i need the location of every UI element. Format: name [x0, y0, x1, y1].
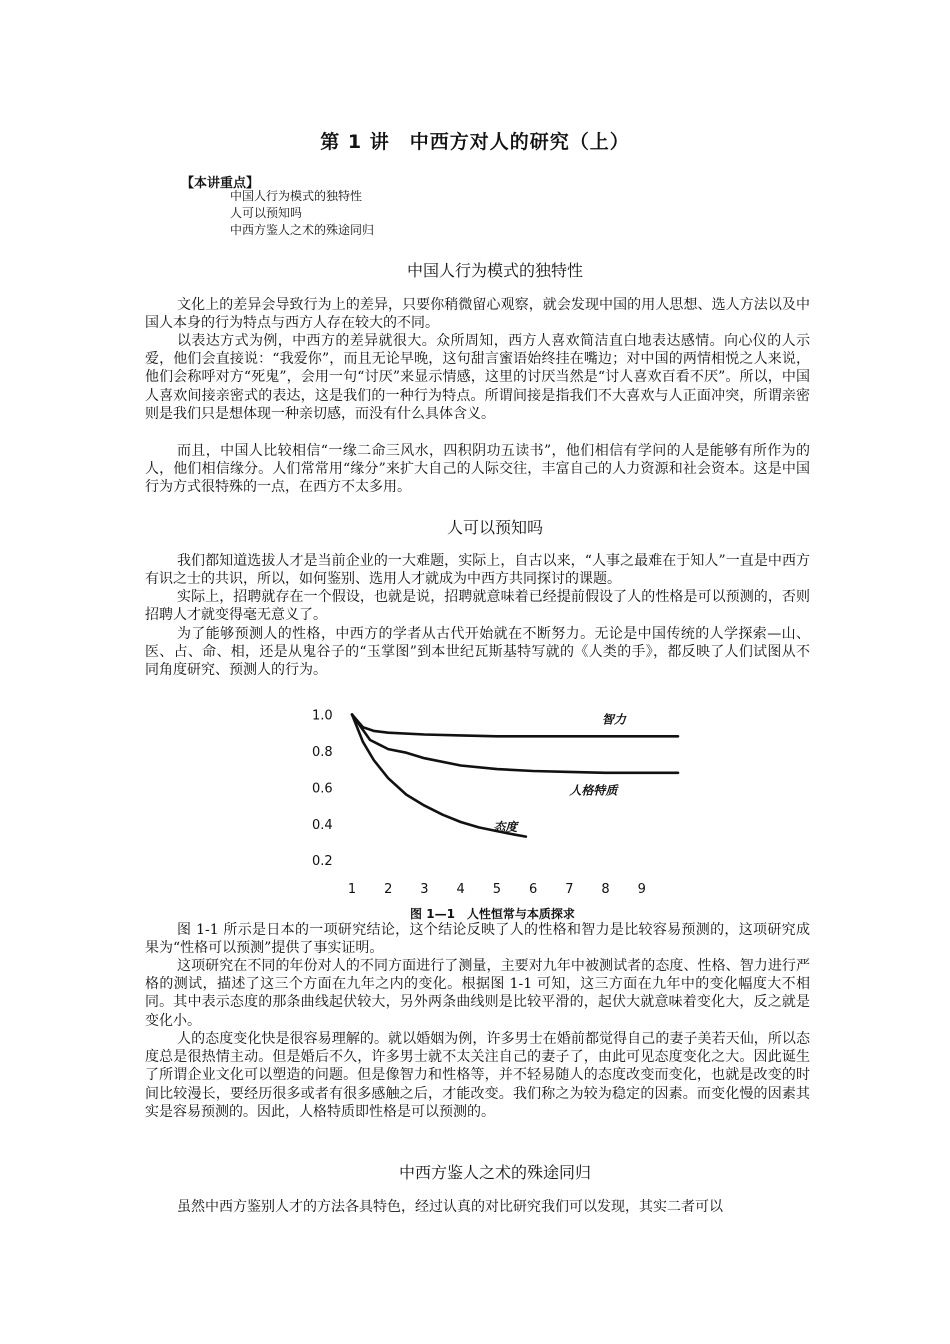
paragraph: 虽然中西方鉴别人才的方法各具特色，经过认真的对比研究我们可以发现，其实二者可以: [177, 1199, 723, 1215]
key-point-item: 中西方鉴人之术的殊途同归: [230, 223, 375, 237]
x-tick-label: 5: [492, 882, 502, 897]
x-tick-label: 8: [601, 882, 610, 897]
x-tick-label: 6: [528, 882, 538, 897]
x-tick-label: 2: [384, 882, 393, 897]
y-tick-label: 0.6: [312, 781, 333, 797]
x-tick-label: 7: [565, 882, 574, 897]
series-line-智力: [352, 712, 678, 737]
key-point-item: 人可以预知吗: [230, 206, 303, 220]
paragraph: 为了能够预测人的性格，中西方的学者从古代开始就在不断努力。无论是中国传统的人学探索—山、医、占、命、相，还是从鬼谷子的“玉掌图”到本世纪瓦斯基特写就的《人类的手》，都反映了人们试图从不同角度研究、预测人的行为。: [145, 626, 810, 679]
key-points-list: [230, 188, 374, 239]
key-point-item: 中国人行为模式的独特性: [230, 189, 363, 203]
figure-chart: [300, 695, 700, 903]
section-heading: 中西方鉴人之术的殊途同归: [398, 1163, 591, 1182]
section-heading: 中国人行为模式的独特性: [406, 261, 583, 280]
x-tick-label: 3: [420, 882, 429, 897]
series-annotation: 人格特质: [569, 783, 618, 798]
paragraph: 而且，中国人比较相信“一缘二命三风水，四积阴功五读书”，他们相信有学问的人是能够有所作为的人，他们相信缘分。人们常常用“缘分”来扩大自己的人际交往，丰富自己的人力资源和社会资本。这是中国行为方式很特殊的一点，在西方不太多用。: [145, 443, 810, 496]
y-tick-label: 0.4: [312, 817, 333, 833]
paragraph: 人的态度变化快是很容易理解的。就以婚姻为例，许多男士在婚前都觉得自己的妻子美若天仙，所以态度总是很热情主动。但是婚后不久，许多男士就不太关注自己的妻子了，由此可见态度变化之大。因此诞生了所谓企业文化可以塑造的问题。但是像智力和性格等，并不轻易随人的态度改变而变化，也就是改变的时间比较漫长，要经历很多或者有很多感触之后，才能改变。我们称之为较为稳定的因素。而变化慢的因素其实是容易预测的。因此，人格特质即性格是可以预测的。: [145, 1031, 810, 1120]
series-line-态度: [352, 715, 526, 837]
paragraph: 以表达方式为例，中西方的差异就很大。众所周知，西方人喜欢简洁直白地表达感情。向心仪的人示爱，他们会直接说：“我爱你”，而且无论早晚，这句甜言蜜语始终挂在嘴边；对中国的两情相悦之人来说，他们会称呼对方“死鬼”，会用一句“讨厌”来显示情感，这里的讨厌当然是“讨人喜欢百看不厌”。所以，中国人喜欢间接亲密式的表达，这是我们的一种行为特点。所谓间接是指我们不大喜欢与人正面冲突，所谓亲密则是我们只是想体现一种亲切感，而没有什么具体含义。: [145, 333, 810, 422]
figure-caption: 图 1—1 人性恒常与本质探求: [410, 907, 575, 921]
y-tick-label: 0.2: [312, 854, 333, 870]
paragraph: 实际上，招聘就存在一个假设，也就是说，招聘就意味着已经提前假设了人的性格是可以预测的，否则招聘人才就变得毫无意义了。: [145, 589, 810, 624]
paragraph: 文化上的差异会导致行为上的差异，只要你稍微留心观察，就会发现中国的用人思想、选人方法以及中国人本身的行为特点与西方人存在较大的不同。: [145, 297, 810, 332]
page-title: 第 1 讲 中西方对人的研究（上）: [320, 131, 630, 153]
paragraph: 图 1-1 所示是日本的一项研究结论，这个结论反映了人的性格和智力是比较容易预测的，这项研究成果为“性格可以预测”提供了事实证明。: [145, 922, 810, 957]
paragraph: 我们都知道选拔人才是当前企业的一大难题，实际上，自古以来，“人事之最难在于知人”一直是中西方有识之士的共识，所以，如何鉴别、选用人才就成为中西方共同探讨的课题。: [145, 553, 810, 588]
x-tick-label: 4: [456, 882, 465, 897]
section-heading: 人可以预知吗: [446, 518, 543, 537]
x-tick-label: 9: [637, 882, 646, 897]
paragraph: 这项研究在不同的年份对人的不同方面进行了测量，主要对九年中被测试者的态度、性格、智力进行严格的测试，描述了这三个方面在九年之内的变化。根据图 1-1 可知，这三方面在九年中的变化幅度大不相同。其中表示态度的那条曲线起伏较大，另外两条曲线则是比较平滑的，起伏大就意味着变化大，反之就是变化小。: [145, 958, 810, 1029]
key-points-heading: 【本讲重点】: [181, 176, 260, 191]
series-annotation: 智力: [601, 712, 626, 727]
series-line-人格特质: [352, 712, 678, 773]
x-tick-label: 1: [347, 882, 357, 897]
y-tick-label: 0.8: [312, 744, 333, 760]
y-tick-label: 1.0: [312, 708, 333, 724]
series-annotation: 态度: [493, 820, 518, 835]
